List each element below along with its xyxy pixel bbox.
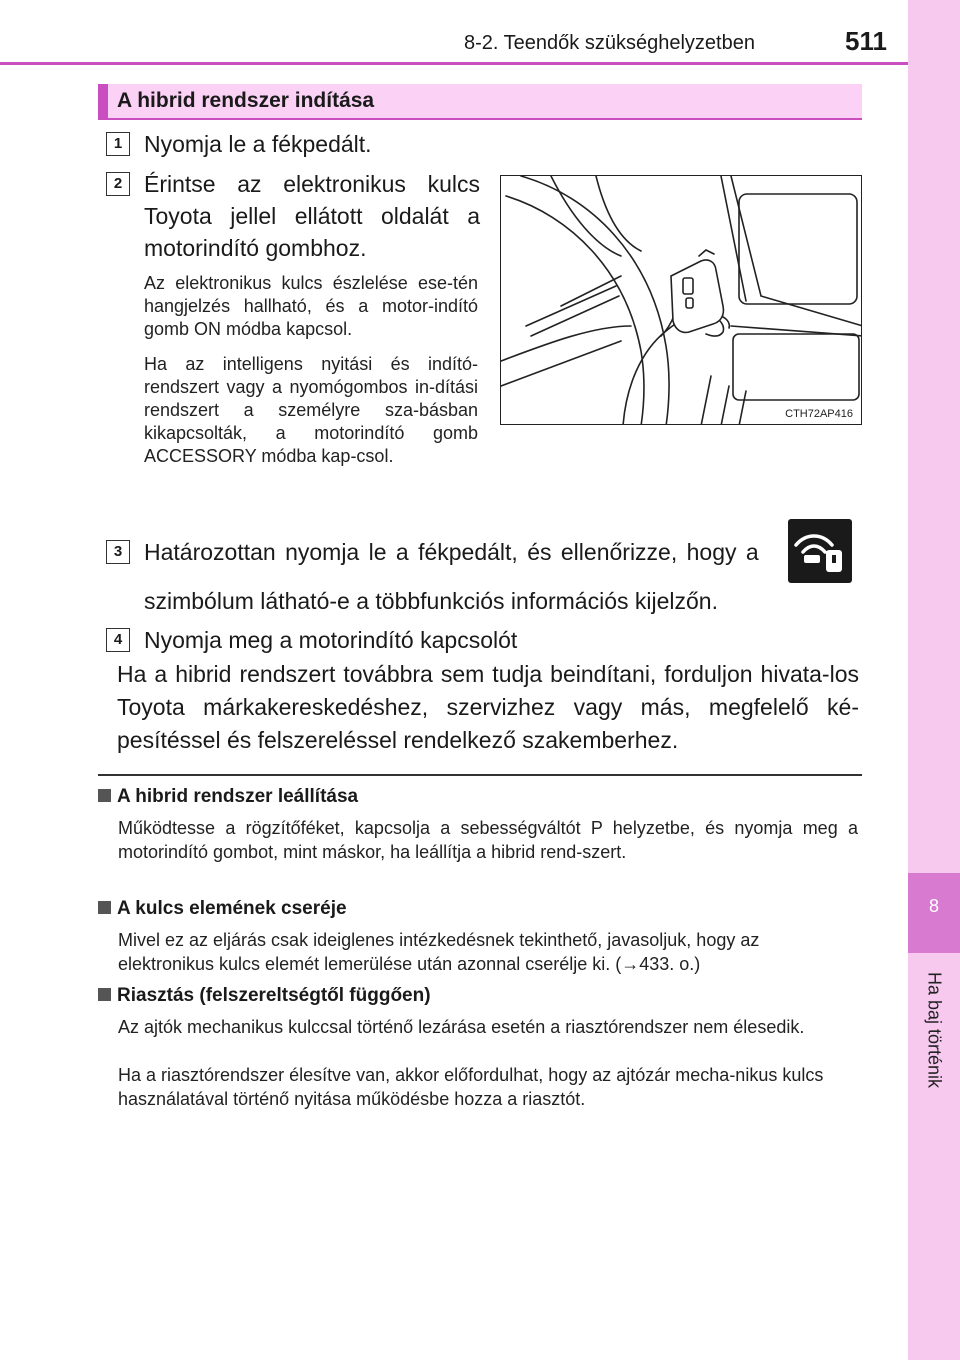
step-2-badge: 2 [106, 172, 130, 196]
page-number: 511 [845, 26, 887, 56]
step-3-text-b: szimbólum látható-e a többfunkciós információs kijelzőn. [144, 588, 718, 614]
subsection-1-title-text: A hibrid rendszer leállítása [117, 786, 359, 807]
subsection-2-title [98, 898, 347, 920]
subsection-3-title [98, 985, 431, 1007]
header-divider [0, 62, 908, 65]
section-separator [98, 774, 862, 776]
subsection-2-title-text: A kulcs elemének cseréje [117, 898, 347, 919]
step-3-text-a: Határozottan nyomja le a fékpedált, és ellenőrizze, hogy a [144, 539, 759, 565]
help-paragraph: Ha a hibrid rendszert továbbra sem tudja beindítani, forduljon hivata-los Toyota márkakereskedéshez, szervizhez vagy más, megfelelő ké-pesítéssel és felszereléssel rendelkező szakemberhez. [117, 661, 859, 753]
step-4-text: Nyomja meg a motorindító kapcsolót [144, 627, 518, 653]
section-title: A hibrid rendszer indítása [117, 89, 375, 112]
square-bullet-icon [98, 789, 111, 802]
step-1-text: Nyomja le a fékpedált. [144, 131, 372, 157]
step-2-text: Érintse az elektronikus kulcs Toyota jellel ellátott oldalát a motorindító gombhoz. [144, 171, 480, 261]
subsection-1-body: Működtesse a rögzítőféket, kapcsolja a sebességváltót P helyzetbe, és nyomja meg a motorindító gombot, mint máskor, ha leállítja a hibrid rend-szert. [118, 818, 858, 862]
symbol-box [788, 519, 852, 583]
section-title-marker [98, 84, 108, 120]
chapter-title: Ha baj történik [924, 971, 945, 1089]
hand-holding-key-at-start-button-illustration [501, 176, 862, 425]
subsection-3-title-text: Riasztás (felszereltségtől függően) [117, 985, 431, 1006]
step-2-note-1: Az elektronikus kulcs észlelése ese-tén hangjelzés hallható, és a motor-indító gomb ON módba kapcsol. [144, 273, 478, 339]
step-2-note-2: Ha az intelligens nyitási és indító-rendszert vagy a nyomógombos in-dítási rendszert a személyre sza-básban kikapcsolták, a motorindító gomb ACCESSORY módba kap-csol. [144, 354, 478, 466]
side-tab-band [908, 0, 960, 1360]
subsection-3-body: Az ajtók mechanikus kulccsal történő lezárása esetén a riasztórendszer nem élesedik. [118, 1017, 805, 1037]
subsection-1-title [98, 786, 358, 808]
step-1-badge: 1 [106, 132, 130, 156]
square-bullet-icon [98, 988, 111, 1001]
step-4-badge: 4 [106, 628, 130, 652]
subsection-3-body-2: Ha a riasztórendszer élesítve van, akkor előfordulhat, hogy az ajtózár mecha-nikus kulcs használatával történő nyitása működésbe hozza a riasztót. [118, 1065, 824, 1109]
illustration-code: CTH72AP416 [785, 408, 853, 420]
step-3-badge: 3 [106, 540, 130, 564]
key-with-signal-waves-icon [788, 519, 852, 583]
key-touch-illustration [500, 175, 862, 425]
subsection-2-body: Mivel ez az eljárás csak ideiglenes intézkedésnek tekinthető, javasoljuk, hogy az elektronikus kulcs elemét lemerülése után azonnal cserélje ki. (→433. o.) [118, 930, 760, 974]
chapter-number: 8 [928, 896, 939, 916]
header-section-title: 8-2. Teendők szükséghelyzetben [464, 32, 755, 54]
square-bullet-icon [98, 901, 111, 914]
